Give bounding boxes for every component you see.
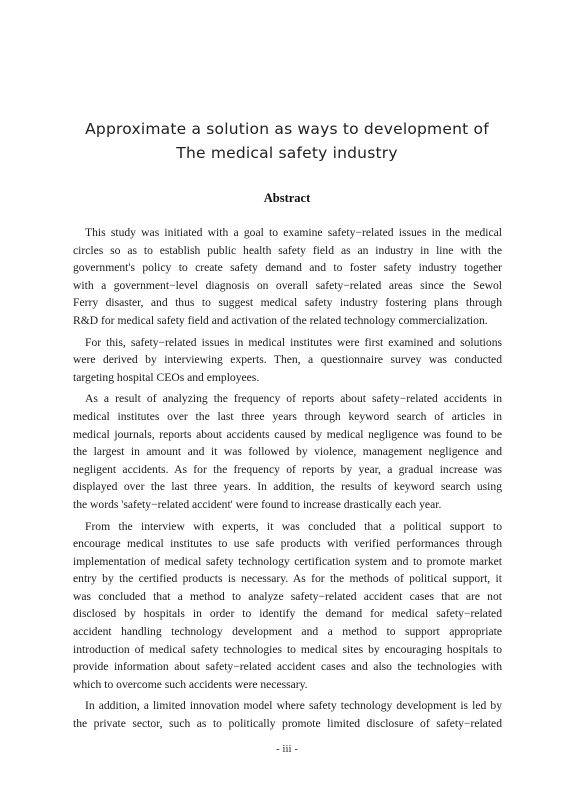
abstract-paragraph (73, 224, 502, 330)
paragraph-line: In addition, a limited innovation model where safety technology development is led by (85, 699, 502, 713)
page-number: - iii - (276, 743, 298, 755)
paragraph-line: This study was initiated with a goal to examine safety−related issues in the medical (85, 226, 502, 239)
paragraph-line: targeting hospital CEOs and employees. (73, 370, 260, 384)
paragraph-line: From the interview with experts, it was concluded that a political support to (85, 519, 502, 533)
paragraph-line: accident handling technology development and a method to support appropriate (73, 625, 502, 639)
paragraph-line: provide information about safety−related accident cases and also the technologies with (73, 660, 502, 674)
paragraph-line: implementation of medical safety technology certification system and to promote market (73, 554, 502, 568)
paragraph-line: negligent accidents. As for the frequency of reports by year, a gradual increase was (73, 462, 502, 476)
paragraph-line: the private sector, such as to politically promote limited disclosure of safety−related (73, 717, 502, 731)
paragraph-line: the largest in amount and it was followed by violence, management negligence and (73, 445, 502, 459)
title-line-2: The medical safety industry (176, 144, 398, 162)
abstract-paragraph (73, 334, 502, 387)
paragraph-line: Ferry disaster, and thus to suggest medical safety industry fostering plans through (73, 296, 502, 310)
paragraph-line: which to overcome such accidents were necessary. (73, 677, 308, 691)
paragraph-line: R&D for medical safety field and activation of the related technology commercialization. (73, 313, 488, 327)
abstract-body (73, 224, 502, 737)
paragraph-line: circles so as to establish public health safety field as an industry in line with the (73, 243, 502, 257)
paragraph-line: was concluded that a method to analyze safety−related accident cases that are not (73, 589, 502, 603)
abstract-paragraph (73, 697, 502, 732)
paragraph-line: disclosed by hospitals in order to identify the demand for medical safety−related (73, 607, 502, 621)
paragraph-line: encourage medical institutes to use safe products with verified performances through (73, 537, 502, 551)
paragraph-line: As a result of analyzing the frequency of reports about safety−related accidents in (85, 392, 502, 406)
paragraph-line: displayed over the last three years. In addition, the results of keyword search using (73, 480, 502, 494)
paragraph-line: were derived by interviewing experts. Then, a questionnaire survey was conducted (73, 353, 502, 367)
paragraph-line: medical institutes over the last three years through keyword search of articles in (73, 409, 502, 423)
paragraph-line: the words 'safety−related accident' were found to increase drastically each year. (73, 497, 442, 511)
paragraph-line: with a government−level diagnosis on overall safety−related areas since the Sewol (73, 278, 502, 292)
paragraph-line: entry by the certified products is necessary. As for the methods of political support, it (73, 572, 502, 586)
abstract-heading: Abstract (263, 191, 311, 205)
paragraph-line: government's policy to create safety demand and to foster safety industry together (73, 261, 502, 275)
abstract-paragraph (73, 518, 502, 694)
title-line-1: Approximate a solution as ways to development of (85, 120, 489, 138)
paragraph-line: For this, safety−related issues in medical institutes were first examined and solutions (85, 335, 502, 349)
paragraph-line: medical journals, reports about accidents caused by medical negligence was found to be (73, 427, 502, 441)
abstract-paragraph (73, 390, 502, 513)
document-title (0, 117, 574, 165)
paragraph-line: introduction of medical safety technologies to medical sites by encouraging hospitals to (73, 642, 502, 656)
